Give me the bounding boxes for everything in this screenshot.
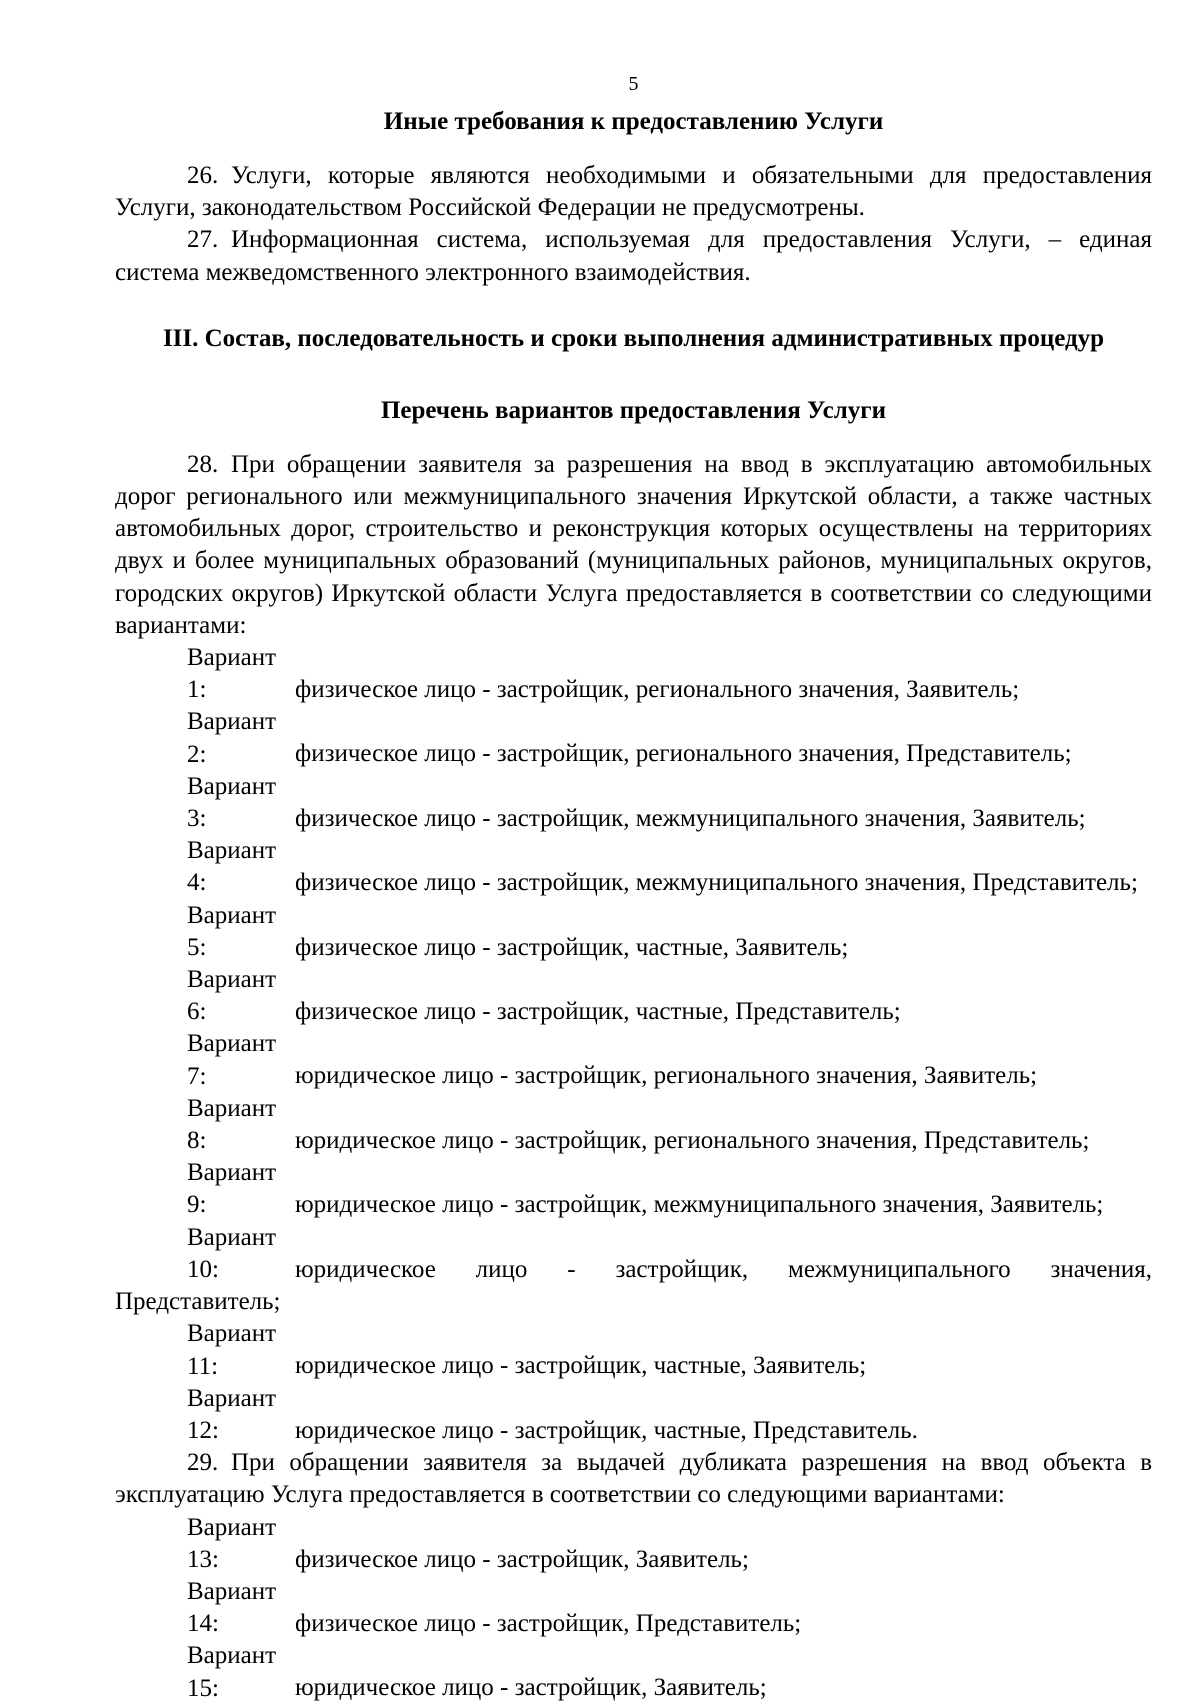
variant-item-10 — [115, 1222, 1152, 1319]
paragraph-28 — [115, 449, 1152, 642]
chapter-heading-3: III. Состав, последовательность и сроки выполнения административных процедур — [162, 324, 1105, 352]
variant-item-2 — [115, 706, 1152, 770]
variant-item-7 — [115, 1028, 1152, 1092]
variant-label: Вариант 7: — [187, 1030, 277, 1090]
variant-text: физическое лицо - застройщик, Заявитель; — [295, 1545, 749, 1573]
variant-item-8 — [115, 1093, 1152, 1157]
variant-list-b — [115, 1512, 1152, 1705]
variant-item-9 — [115, 1157, 1152, 1221]
paragraph-27 — [115, 224, 1152, 288]
variant-item-12 — [115, 1383, 1152, 1447]
variant-text: юридическое лицо - застройщик, частные, Заявитель; — [295, 1352, 867, 1380]
section-heading-other-requirements: Иные требования к предоставлению Услуги — [383, 108, 884, 135]
variant-item-1 — [115, 642, 1152, 706]
variant-text: физическое лицо - застройщик, регионального значения, Заявитель; — [295, 676, 1020, 704]
variant-label: Вариант 8: — [187, 1094, 277, 1155]
variant-text: физическое лицо - застройщик, межмуниципального значения, Заявитель; — [295, 805, 1086, 833]
variant-label: Вариант 1: — [187, 644, 277, 704]
variant-label: Вариант 10: — [187, 1223, 277, 1283]
paragraph-text: При обращении заявителя за разрешения на ввод в эксплуатацию автомобильных дорог регионального или межмуниципального значения Иркутской области, а также частных автомобильных дорог, строительство и реконструкция которых осуществлены на территориях двух и более муниципальных образований (муниципальных районов, муниципальных округов, городских округов) Иркутской области Услуга предоставляется в соответствии со следующими вариантами: — [115, 450, 1152, 639]
paragraph-26 — [115, 160, 1152, 224]
paragraph-text: При обращении заявителя за выдачей дубликата разрешения на ввод объекта в эксплуатацию Услуга предоставляется в соответствии со следующими вариантами: — [115, 1449, 1152, 1509]
variant-text: юридическое лицо - застройщик, регионального значения, Представитель; — [295, 1127, 1090, 1155]
variant-item-15 — [115, 1640, 1152, 1704]
variant-label: Вариант 2: — [187, 708, 277, 768]
variant-label: Вариант 14: — [187, 1577, 277, 1638]
paragraph-number: 29. — [187, 1449, 219, 1477]
variant-item-4 — [115, 835, 1152, 899]
paragraph-text: Информационная система, используемая для предоставления Услуги, – единая система межведомственного электронного взаимодействия. — [115, 226, 1152, 286]
variant-label: Вариант 4: — [187, 837, 277, 897]
variant-label: Вариант 3: — [187, 772, 277, 833]
variant-text: физическое лицо - застройщик, Представитель; — [295, 1610, 802, 1638]
paragraph-29 — [115, 1447, 1152, 1511]
variant-label: Вариант 11: — [187, 1320, 277, 1380]
variant-text: физическое лицо - застройщик, частные, Представитель; — [295, 998, 901, 1026]
variant-label: Вариант 12: — [187, 1384, 277, 1444]
variant-label: Вариант 5: — [187, 901, 277, 961]
variant-text: юридическое лицо - застройщик, Заявитель; — [295, 1674, 767, 1702]
variant-label: Вариант 9: — [187, 1159, 277, 1219]
variant-item-6 — [115, 964, 1152, 1028]
paragraph-number: 26. — [187, 162, 219, 189]
variant-label: Вариант 15: — [187, 1642, 277, 1702]
paragraph-number: 28. — [187, 450, 219, 478]
variant-text: физическое лицо - застройщик, частные, Заявитель; — [295, 933, 849, 961]
section-heading-variants-list: Перечень вариантов предоставления Услуги — [380, 396, 887, 424]
variant-item-14 — [115, 1576, 1152, 1640]
variant-text: физическое лицо - застройщик, регионального значения, Представитель; — [295, 740, 1072, 768]
variant-text: юридическое лицо - застройщик, регионального значения, Заявитель; — [295, 1062, 1038, 1090]
page-number: 5 — [628, 73, 639, 95]
paragraph-number: 27. — [187, 226, 219, 254]
variant-item-3 — [115, 771, 1152, 835]
variant-item-5 — [115, 900, 1152, 964]
variant-label: Вариант 13: — [187, 1513, 277, 1573]
variant-item-13 — [115, 1512, 1152, 1576]
paragraph-text: Услуги, которые являются необходимыми и обязательными для предоставления Услуги, законодательством Российской Федерации не предусмотрены. — [115, 162, 1152, 222]
variant-text: юридическое лицо - застройщик, межмуниципального значения, Представитель; — [115, 1255, 1152, 1316]
variant-text: физическое лицо - застройщик, межмуниципального значения, Представитель; — [295, 869, 1138, 897]
variant-item-11 — [115, 1318, 1152, 1382]
variant-label: Вариант 6: — [187, 966, 277, 1026]
variant-text: юридическое лицо - застройщик, межмуниципального значения, Заявитель; — [295, 1191, 1104, 1219]
variant-text: юридическое лицо - застройщик, частные, Представитель. — [295, 1416, 918, 1444]
variant-list-a — [115, 642, 1152, 1447]
